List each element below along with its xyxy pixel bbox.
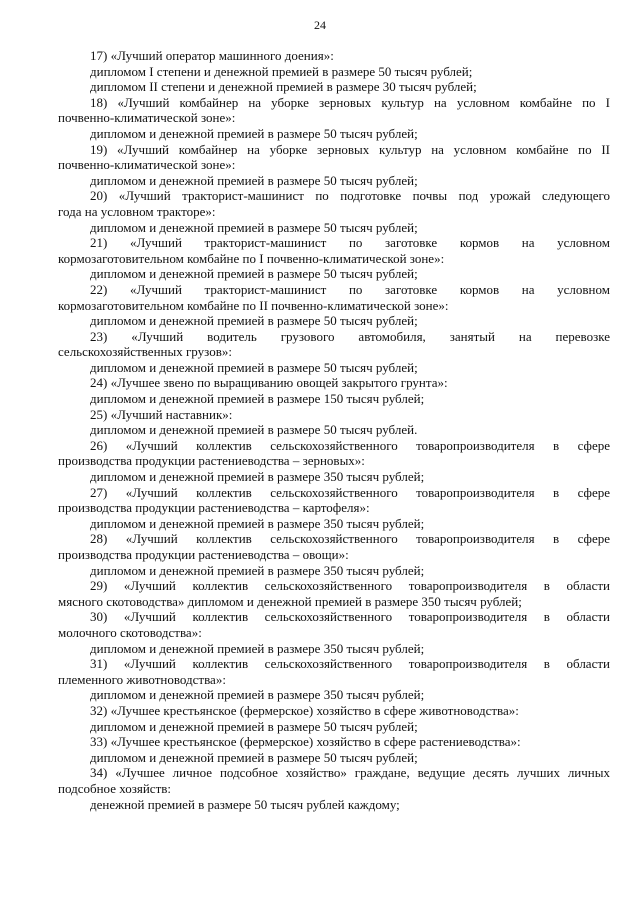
text-line: производства продукции растениеводства – зерновых»:: [58, 453, 365, 469]
text-line: почвенно-климатической зоне»:: [58, 157, 236, 173]
text-line: дипломом и денежной премией в размере 350 тысяч рублей;: [90, 469, 425, 485]
text-line: 18) «Лучший комбайнер на уборке зерновых культур на условном комбайне по I: [90, 94, 610, 110]
text-line: почвенно-климатической зоне»:: [58, 110, 236, 126]
text-line: 21) «Лучший тракторист-машинист по заготовке кормов на условном: [90, 235, 610, 251]
text-line: дипломом и денежной премией в размере 50 тысяч рублей;: [90, 172, 418, 188]
text-line: дипломом и денежной премией в размере 50 тысяч рублей;: [90, 219, 418, 235]
text-line: кормозаготовительном комбайне по II почвенно-климатической зоне»:: [58, 297, 449, 313]
text-line: производства продукции растениеводства – овощи»:: [58, 547, 349, 562]
text-line: дипломом и денежной премией в размере 50 тысяч рублей;: [90, 266, 418, 282]
text-line: мясного скотоводства» дипломом и денежной премией в размере 350 тысяч рублей;: [58, 593, 522, 609]
text-line: сельскохозяйственных грузов»:: [58, 344, 232, 360]
text-line: подсобное хозяйств:: [58, 780, 171, 796]
text-line: дипломом II степени и денежной премией в размере 30 тысяч рублей;: [90, 79, 477, 95]
text-line: кормозаготовительном комбайне по I почвенно-климатической зоне»:: [58, 250, 445, 266]
text-line: 23) «Лучший водитель грузового автомобиля, занятый на перевозке: [90, 328, 610, 344]
text-line: 24) «Лучшее звено по выращиванию овощей закрытого грунта»:: [90, 375, 448, 391]
text-line: 22) «Лучший тракторист-машинист по заготовке кормов на условном: [90, 281, 610, 297]
text-line: дипломом I степени и денежной премией в размере 50 тысяч рублей;: [90, 63, 473, 79]
text-line: дипломом и денежной премией в размере 350 тысяч рублей;: [90, 687, 425, 703]
text-line: дипломом и денежной премией в размере 50 тысяч рублей;: [90, 718, 418, 734]
text-line: 31) «Лучший коллектив сельскохозяйственного товаропроизводителя в области: [90, 656, 610, 672]
text-line: дипломом и денежной премией в размере 50 тысяч рублей;: [90, 313, 418, 329]
text-line: 29) «Лучший коллектив сельскохозяйственного товаропроизводителя в области: [90, 578, 610, 594]
text-line: 34) «Лучшее личное подсобное хозяйство» граждане, ведущие десять лучших личных: [90, 765, 610, 781]
document-body: [58, 48, 610, 812]
text-line: дипломом и денежной премией в размере 350 тысяч рублей;: [90, 640, 425, 656]
text-line: 26) «Лучший коллектив сельскохозяйственного товаропроизводителя в сфере: [90, 437, 610, 453]
text-line: 33) «Лучшее крестьянское (фермерское) хозяйство в сфере растениеводства»:: [90, 734, 521, 750]
text-line: 19) «Лучший комбайнер на уборке зерновых культур на условном комбайне по II: [90, 141, 610, 157]
text-line: племенного животноводства»:: [58, 671, 226, 687]
text-line: дипломом и денежной премией в размере 150 тысяч рублей;: [90, 391, 425, 407]
text-line: 28) «Лучший коллектив сельскохозяйственного товаропроизводителя в сфере: [90, 531, 610, 547]
text-line: дипломом и денежной премией в размере 350 тысяч рублей;: [90, 515, 425, 531]
text-line: года на условном тракторе»:: [58, 203, 216, 219]
text-line: производства продукции растениеводства – картофеля»:: [58, 500, 370, 516]
text-line: молочного скотоводства»:: [58, 624, 202, 640]
text-line: дипломом и денежной премией в размере 50 тысяч рублей;: [90, 359, 418, 375]
text-line: дипломом и денежной премией в размере 350 тысяч рублей;: [90, 562, 425, 578]
text-line: денежной премией в размере 50 тысяч рублей каждому;: [90, 796, 400, 812]
text-line: 32) «Лучшее крестьянское (фермерское) хозяйство в сфере животноводства»:: [90, 702, 519, 718]
text-line: 25) «Лучший наставник»:: [90, 406, 233, 422]
text-line: 30) «Лучший коллектив сельскохозяйственного товаропроизводителя в области: [90, 609, 610, 625]
text-line: 20) «Лучший тракторист-машинист по подготовке почвы под урожай следующего: [90, 188, 610, 204]
text-line: 27) «Лучший коллектив сельскохозяйственного товаропроизводителя в сфере: [90, 484, 610, 500]
text-line: дипломом и денежной премией в размере 50 тысяч рублей.: [90, 422, 418, 438]
text-line: 17) «Лучший оператор машинного доения»:: [90, 48, 334, 63]
text-line: дипломом и денежной премией в размере 50 тысяч рублей;: [90, 125, 418, 141]
page-number: 24: [314, 18, 326, 32]
text-line: дипломом и денежной премией в размере 50 тысяч рублей;: [90, 749, 418, 765]
